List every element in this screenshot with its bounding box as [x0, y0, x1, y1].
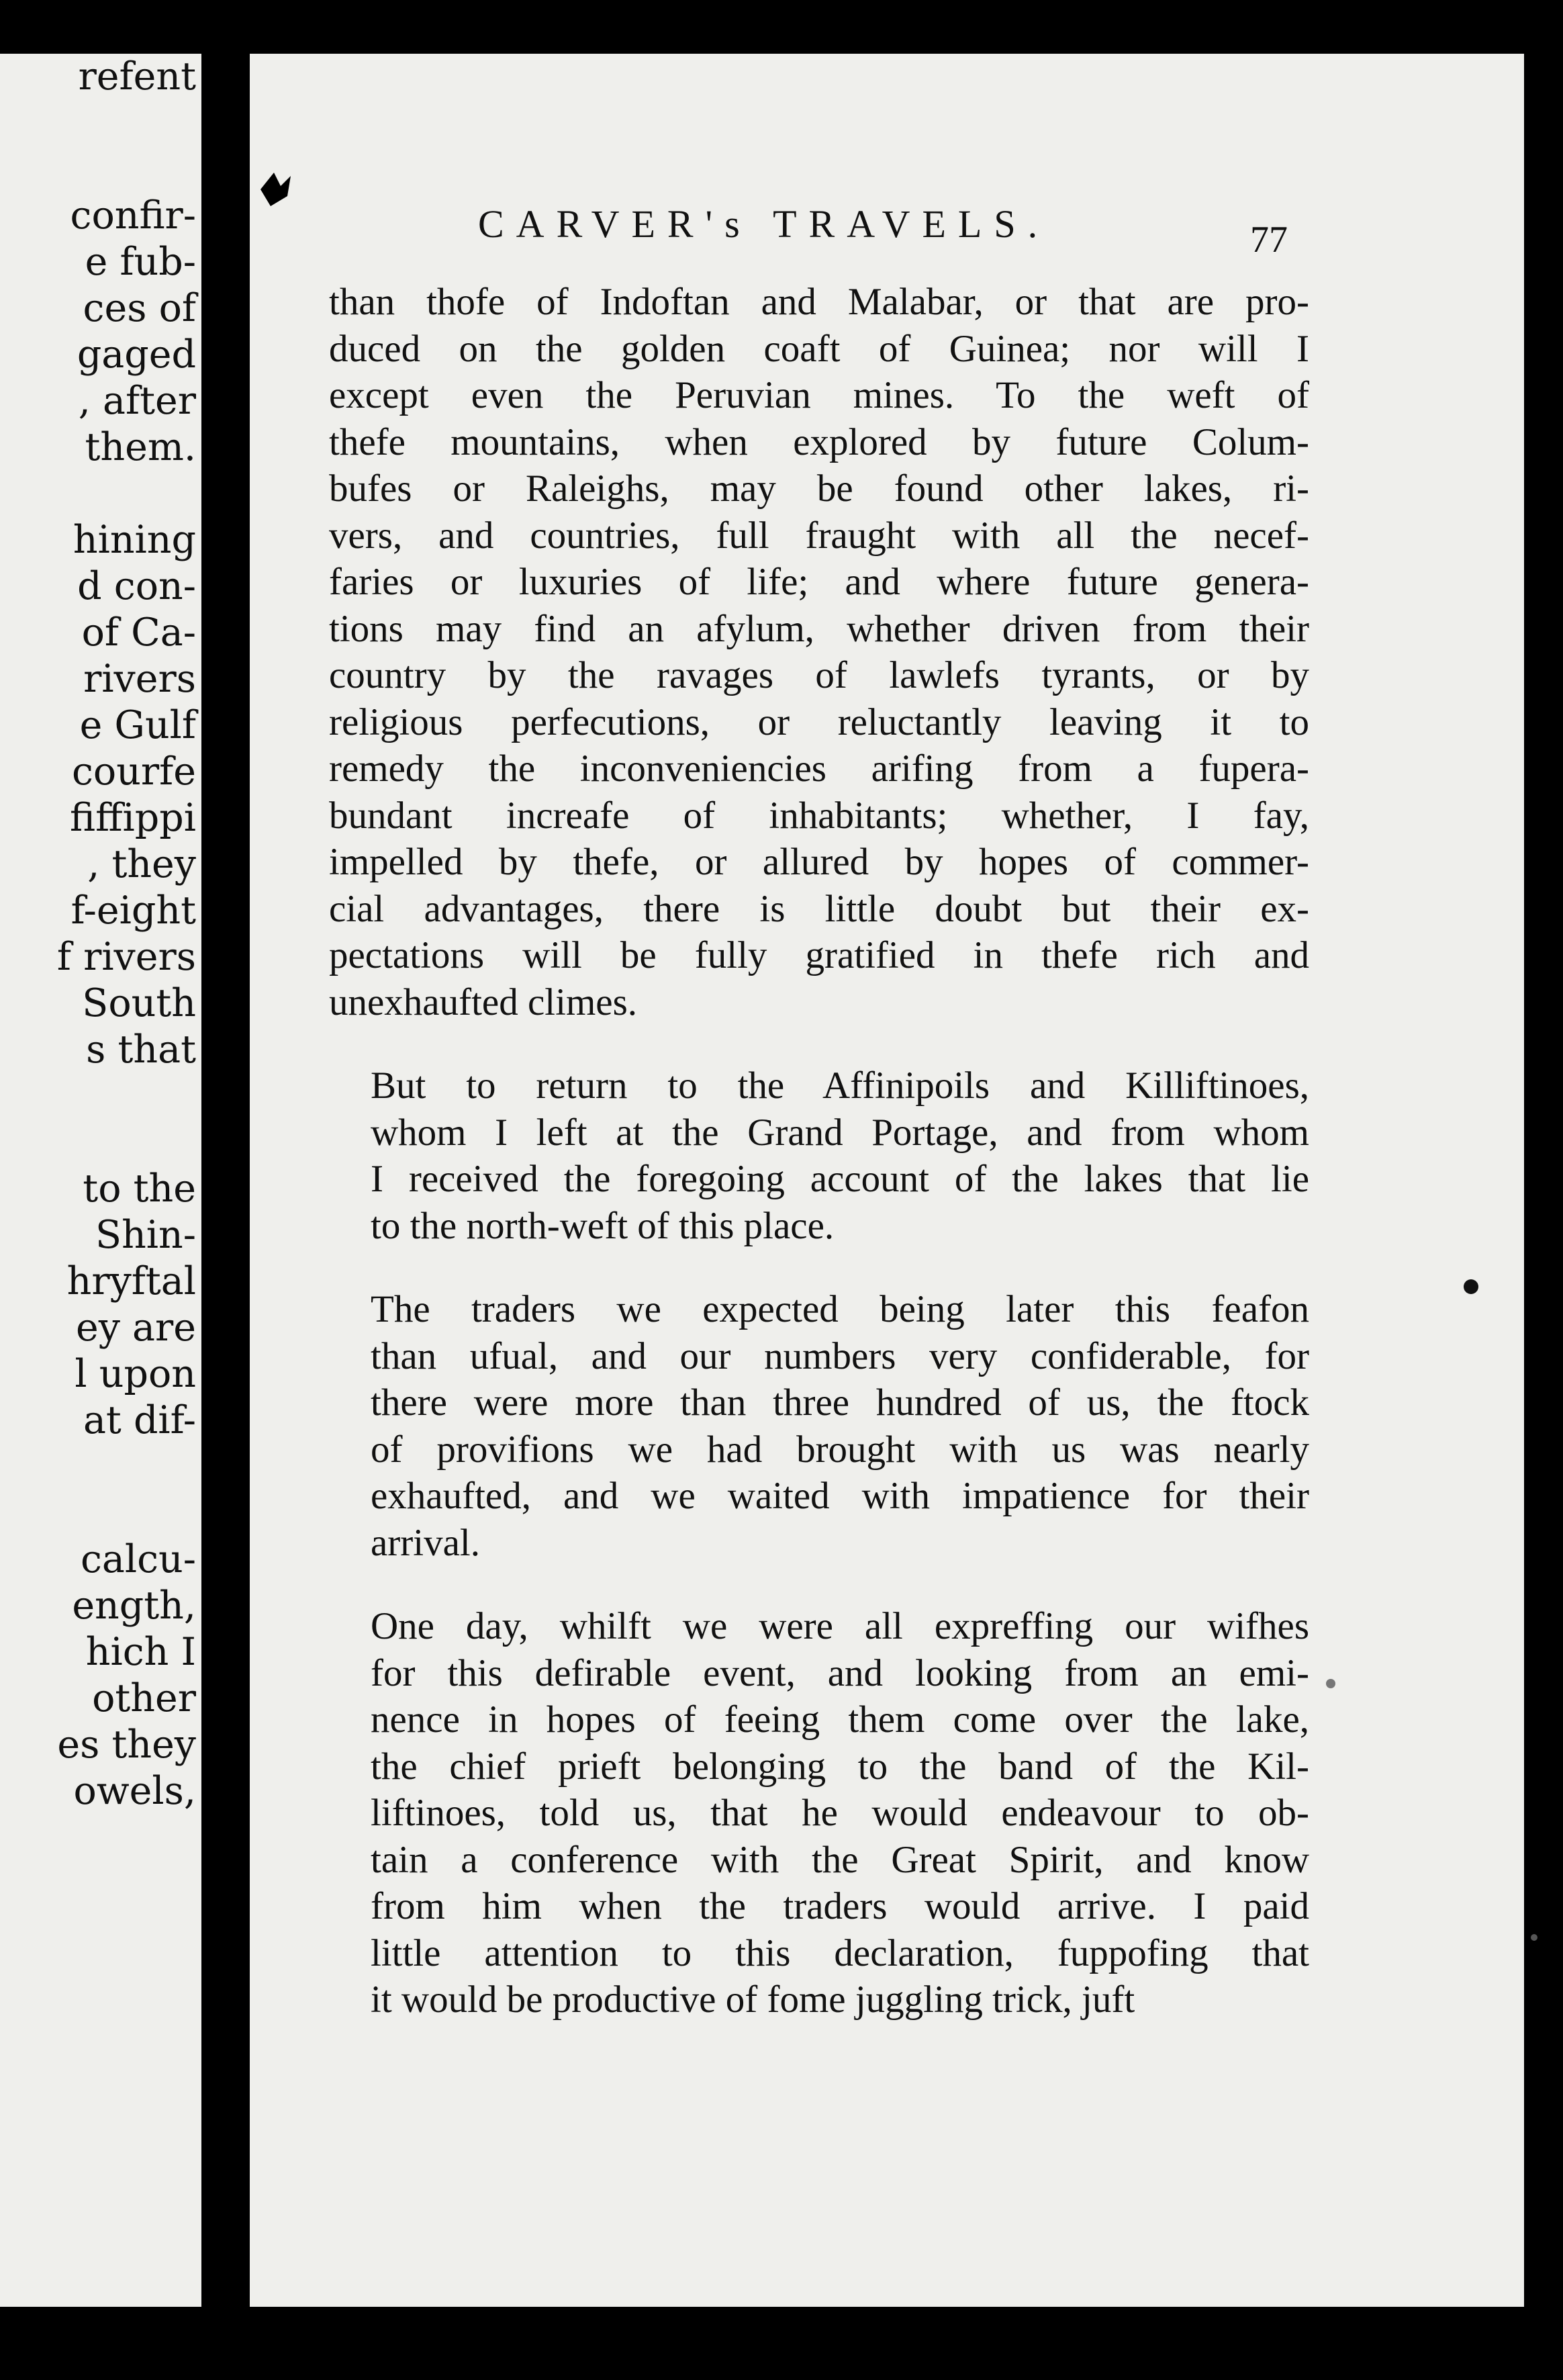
text-line: exhaufted, and we waited with impatience for their: [371, 1475, 1309, 1517]
left-page-text: [0, 54, 196, 1815]
left-page-line: owels,: [73, 1769, 196, 1813]
running-head: CARVER's TRAVELS.: [478, 202, 1050, 246]
left-facing-page: [0, 54, 201, 2307]
left-page-line: e Gulf: [79, 703, 196, 747]
text-line: duced on the golden coaft of Guinea; nor will I: [329, 327, 1309, 370]
text-line: tions may find an afylum, whether driven from their: [329, 607, 1309, 650]
left-page-line: [0, 1073, 196, 1119]
text-line: faries or luxuries of life; and where future genera-: [329, 561, 1309, 603]
text-line: bundant increafe of inhabitants; whether, I fay,: [329, 794, 1309, 837]
left-page-line: f-eight: [70, 888, 196, 933]
left-page-line: Shin-: [95, 1213, 196, 1257]
left-page-line: other: [92, 1676, 196, 1721]
left-page-line: d con-: [77, 564, 196, 608]
left-page-line: l upon: [75, 1352, 196, 1396]
text-line: whom I left at the Grand Portage, and from whom: [371, 1111, 1309, 1154]
left-page-line: to the: [83, 1166, 196, 1211]
left-page-line: s that: [86, 1027, 196, 1072]
left-page-line: confir-: [70, 193, 196, 238]
text-line: thefe mountains, when explored by future Colum-: [329, 420, 1309, 463]
left-page-line: ey are: [75, 1306, 196, 1350]
text-line: from him when the traders would arrive. I paid: [371, 1885, 1309, 1927]
text-line: of provifions we had brought with us was nearly: [371, 1428, 1309, 1471]
left-page-line: refent: [78, 54, 196, 99]
left-page-line: ength,: [72, 1584, 196, 1628]
left-page-line: [0, 1490, 196, 1537]
left-page-line: [0, 100, 196, 146]
text-line: religious perfecutions, or reluctantly leaving it to: [329, 700, 1309, 743]
page-number: 77: [1250, 219, 1288, 261]
text-line: pectations will be fully gratified in thefe rich and: [329, 934, 1309, 976]
left-page-line: courfe: [71, 749, 196, 794]
left-page-line: fiffippi: [70, 796, 196, 840]
left-page-line: hryftal: [66, 1259, 196, 1303]
paragraph: [329, 279, 1309, 1025]
paragraph: [329, 1062, 1309, 1249]
text-line: I received the foregoing account of the lakes that lie: [371, 1158, 1309, 1200]
ink-speck: [1531, 1934, 1537, 1941]
text-line: there were more than three hundred of us, the ftock: [371, 1381, 1309, 1424]
left-page-line: ces of: [83, 286, 196, 330]
page-body-text: [329, 279, 1309, 2023]
text-line: the chief prieft belonging to the band of the Kil-: [371, 1745, 1309, 1788]
left-page-line: calcu-: [80, 1537, 196, 1582]
left-page-line: [0, 146, 196, 193]
left-page-line: of Ca-: [81, 610, 196, 655]
left-page-line: hining: [73, 518, 196, 562]
left-page-line: at dif-: [83, 1398, 196, 1443]
left-page-line: South: [82, 981, 196, 1025]
text-line: nence in hopes of feeing them come over the lake,: [371, 1698, 1309, 1741]
left-page-line: , after: [78, 379, 196, 423]
text-line: One day, whilft we were all expreffing our wifhes: [371, 1605, 1309, 1647]
left-page-line: e fub-: [85, 240, 196, 284]
text-line: remedy the inconveniencies arifing from a fupera-: [329, 747, 1309, 790]
text-line: than thofe of Indoftan and Malabar, or that are pro-: [329, 281, 1309, 323]
text-line: except even the Peruvian mines. To the weft of: [329, 374, 1309, 416]
text-line: But to return to the Affinipoils and Killiftinoes,: [371, 1064, 1309, 1107]
left-page-line: [0, 1119, 196, 1166]
text-line: liftinoes, told us, that he would endeavour to ob-: [371, 1792, 1309, 1834]
page-tear-mark: [260, 169, 294, 210]
paragraph: [329, 1286, 1309, 1566]
left-page-line: f rivers: [56, 935, 196, 979]
text-line: for this defirable event, and looking from an emi-: [371, 1651, 1309, 1694]
left-page-line: [0, 471, 196, 517]
right-page: [250, 54, 1524, 2307]
left-page-line: es they: [57, 1723, 196, 1767]
text-line: little attention to this declaration, fuppofing that: [371, 1931, 1309, 1974]
left-page-line: them.: [85, 425, 196, 469]
book-gutter: [201, 0, 250, 2380]
left-page-line: gaged: [77, 332, 196, 377]
ink-speck: [1464, 1279, 1478, 1294]
left-page-line: , they: [87, 842, 196, 886]
text-line: vers, and countries, full fraught with all the necef-: [329, 514, 1309, 557]
left-page-line: hich I: [85, 1630, 196, 1674]
text-line: it would be productive of fome juggling trick, juft: [371, 1978, 1135, 2021]
text-line: arrival.: [371, 1521, 480, 1564]
text-line: country by the ravages of lawlefs tyrants, or by: [329, 654, 1309, 696]
text-line: cial advantages, there is little doubt but their ex-: [329, 887, 1309, 930]
text-line: unexhaufted climes.: [329, 980, 638, 1023]
ink-speck: [1326, 1679, 1335, 1688]
text-line: The traders we expected being later this feafon: [371, 1288, 1309, 1330]
text-line: impelled by thefe, or allured by hopes of commer-: [329, 841, 1309, 883]
left-page-line: [0, 1444, 196, 1490]
text-line: to the north-weft of this place.: [371, 1204, 835, 1247]
text-line: than ufual, and our numbers very confiderable, for: [371, 1334, 1309, 1377]
text-line: tain a conference with the Great Spirit, and know: [371, 1838, 1309, 1881]
paragraph: [329, 1603, 1309, 2023]
text-line: bufes or Raleighs, may be found other lakes, ri-: [329, 467, 1309, 510]
left-page-line: rivers: [83, 657, 196, 701]
